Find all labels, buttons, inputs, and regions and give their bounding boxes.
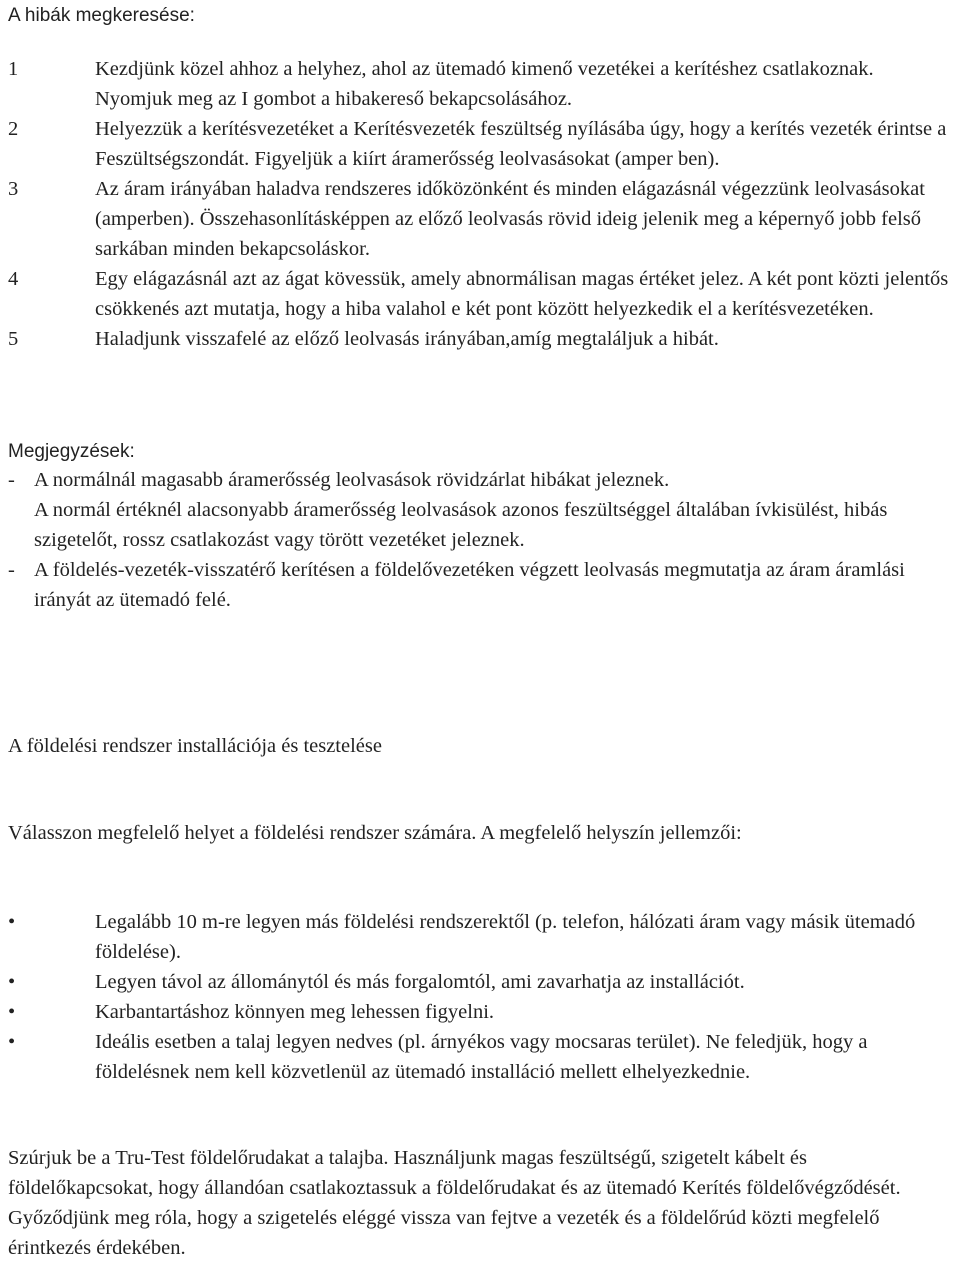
bullet-text: Karbantartáshoz könnyen meg lehessen figyelni. [95, 1001, 495, 1023]
site-criteria-list [0, 907, 960, 1087]
bullet-text: Legalább 10 m-re legyen más földelési rendszerektől (p. telefon, hálózati áram vagy másik ütemadó földelése). [95, 911, 916, 963]
list-item [0, 555, 960, 615]
step-number: 3 [8, 178, 19, 200]
step-text: Kezdjünk közel ahhoz a helyhez, ahol az ütemadó kimenő vezetékei a kerítéshez csatlakoznak. Nyomjuk meg az I gombot a hibakereső bekapcsolásához. [95, 58, 874, 110]
step-text: Egy elágazásnál azt az ágat kövessük, amely abnormálisan magas értéket jelez. A két pont közti jelentős csökkenés azt mutatja, hogy a hiba valahol e két pont között helyezkedik el a kerítésvezetéken. [95, 268, 949, 320]
list-item [0, 1027, 960, 1087]
step-number: 2 [8, 118, 19, 140]
bullet-icon: • [8, 971, 16, 993]
list-item [0, 324, 960, 354]
list-item [0, 174, 960, 264]
troubleshooting-steps [0, 54, 960, 354]
bullet-icon: • [8, 1031, 16, 1053]
list-item [0, 997, 960, 1027]
list-item [0, 967, 960, 997]
bullet-text: Ideális esetben a talaj legyen nedves (pl. árnyékos vagy mocsaras terület). Ne feledjük, hogy a földelésnek nem kell közvetlenül az ütemadó installáció mellett elhelyezkednie. [95, 1031, 868, 1083]
list-item [0, 465, 960, 555]
notes-title: Megjegyzések: [8, 441, 135, 462]
intro-paragraph: Válasszon megfelelő helyet a földelési rendszer számára. A megfelelő helyszín jellemzői: [8, 822, 742, 844]
list-item [0, 54, 960, 114]
step-number: 1 [8, 58, 19, 80]
step-text: Az áram irányában haladva rendszeres időközönként és minden elágazásnál végezzünk leolvasásokat (amperben). Összehasonlításképpen az előző leolvasás rövid ideig jelenik meg a képernyő jobb felső sarkában minden bekapcsoláskor. [95, 178, 925, 260]
step-number: 4 [8, 268, 19, 290]
notes-list [0, 465, 960, 615]
bullet-text: Legyen távol az állománytól és más forgalomtól, ami zavarhatja az installációt. [95, 971, 745, 993]
section-title-troubleshooting: A hibák megkeresése: [8, 5, 195, 26]
step-number: 5 [8, 328, 19, 350]
section-title-grounding: A földelési rendszer installációja és tesztelése [8, 735, 382, 757]
list-item [0, 264, 960, 324]
closing-paragraph: Szúrjuk be a Tru-Test földelőrudakat a talajba. Használjunk magas feszültségű, szigetelt kábelt és földelőkapcsokat, hogy állandóan csatlakoztassuk a földelőrudakat és az ütemadó Kerítés földelővégződését. Győződjünk meg róla, hogy a szigetelés eléggé vissza van fejtve a vezeték és a földelőrúd közti megfelelő érintkezés érdekében. [8, 1147, 901, 1259]
step-text: Helyezzük a kerítésvezetéket a Kerítésvezeték feszültség nyílásába úgy, hogy a kerítés vezeték érintse a Feszültségszondát. Figyeljük a kiírt áramerősség leolvasásokat (amper ben). [95, 118, 947, 170]
note-text: A földelés-vezeték-visszatérő kerítésen a földelővezetéken végzett leolvasás megmutatja az áram áramlási irányát az ütemadó felé. [34, 559, 905, 611]
list-item [0, 907, 960, 967]
note-text: A normálnál magasabb áramerősség leolvasások rövidzárlat hibákat jeleznek. A normál értéknél alacsonyabb áramerősség leolvasások azonos feszültséggel általában ívkisülést, hibás szigetelőt, rossz csatlakozást vagy törött vezetéket jeleznek. [34, 469, 888, 551]
step-text: Haladjunk visszafelé az előző leolvasás irányában,amíg megtaláljuk a hibát. [95, 328, 719, 350]
dash-marker: - [8, 559, 15, 581]
bullet-icon: • [8, 911, 16, 933]
dash-marker: - [8, 469, 15, 491]
list-item [0, 114, 960, 174]
bullet-icon: • [8, 1001, 16, 1023]
